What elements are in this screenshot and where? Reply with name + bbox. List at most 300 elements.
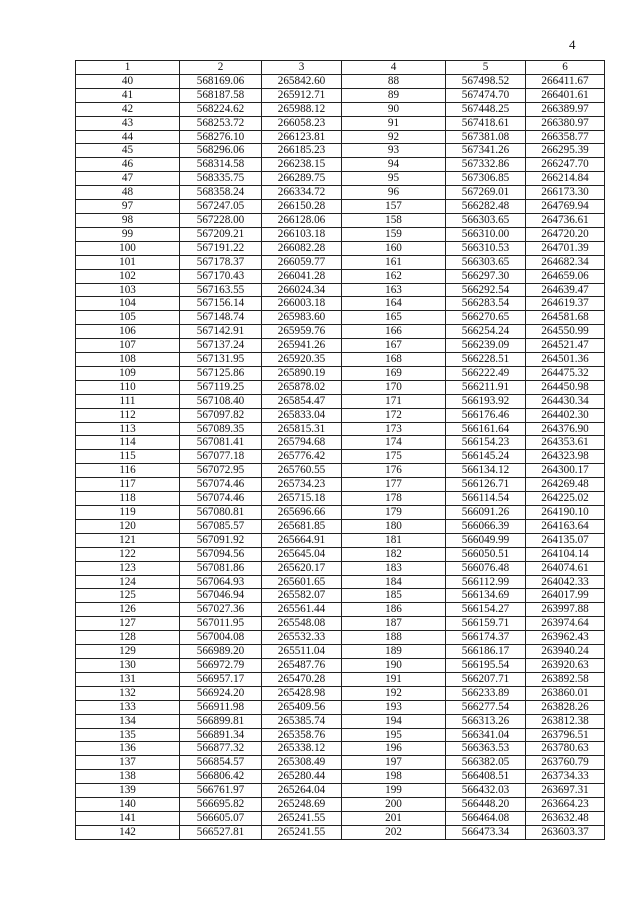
table-cell: 265409.56	[262, 700, 342, 714]
table-cell: 566222.49	[446, 366, 526, 380]
table-cell: 265794.68	[262, 436, 342, 450]
table-cell: 263962.43	[526, 631, 605, 645]
table-cell: 265959.76	[262, 325, 342, 339]
table-cell: 566233.89	[446, 686, 526, 700]
table-cell: 265890.19	[262, 366, 342, 380]
table-cell: 266295.39	[526, 144, 605, 158]
table-cell: 191	[342, 672, 446, 686]
table-cell: 127	[76, 617, 180, 631]
table-cell: 566091.26	[446, 506, 526, 520]
table-cell: 567089.35	[180, 422, 262, 436]
table-cell: 137	[76, 756, 180, 770]
table-cell: 265241.55	[262, 811, 342, 825]
table-cell: 263697.31	[526, 784, 605, 798]
table-cell: 566310.00	[446, 227, 526, 241]
table-cell: 566605.07	[180, 811, 262, 825]
table-cell: 566145.24	[446, 450, 526, 464]
table-cell: 264550.99	[526, 325, 605, 339]
table-cell: 184	[342, 575, 446, 589]
table-cell: 172	[342, 408, 446, 422]
table-cell: 96	[342, 186, 446, 200]
table-cell: 265280.44	[262, 770, 342, 784]
table-row	[76, 283, 605, 297]
table-cell: 263780.63	[526, 742, 605, 756]
table-cell: 567091.92	[180, 533, 262, 547]
table-cell: 264682.34	[526, 255, 605, 269]
table-cell: 115	[76, 450, 180, 464]
table-cell: 265681.85	[262, 519, 342, 533]
table-cell: 566228.51	[446, 353, 526, 367]
table-cell: 179	[342, 506, 446, 520]
table-row	[76, 200, 605, 214]
table-cell: 566154.23	[446, 436, 526, 450]
table-cell: 45	[76, 144, 180, 158]
table-cell: 265487.76	[262, 658, 342, 672]
table-cell: 264104.14	[526, 547, 605, 561]
table-cell: 264353.61	[526, 436, 605, 450]
table-cell: 94	[342, 158, 446, 172]
table-cell: 568314.58	[180, 158, 262, 172]
table-cell: 194	[342, 714, 446, 728]
table-cell: 134	[76, 714, 180, 728]
table-cell: 264581.68	[526, 311, 605, 325]
table-row	[76, 784, 605, 798]
coordinates-table	[75, 60, 605, 840]
table-cell: 568296.06	[180, 144, 262, 158]
table-cell: 265815.31	[262, 422, 342, 436]
table-row	[76, 714, 605, 728]
table-cell: 41	[76, 88, 180, 102]
table-cell: 566473.34	[446, 825, 526, 839]
table-cell: 568358.24	[180, 186, 262, 200]
table-row	[76, 450, 605, 464]
table-cell: 90	[342, 102, 446, 116]
table-row	[76, 394, 605, 408]
table-cell: 186	[342, 603, 446, 617]
table-cell: 180	[342, 519, 446, 533]
table-cell: 266238.15	[262, 158, 342, 172]
table-cell: 264190.10	[526, 506, 605, 520]
table-cell: 136	[76, 742, 180, 756]
table-row	[76, 269, 605, 283]
table-row	[76, 464, 605, 478]
column-header: 4	[342, 61, 446, 75]
table-cell: 263734.33	[526, 770, 605, 784]
table-cell: 265241.55	[262, 825, 342, 839]
table-cell: 264300.17	[526, 464, 605, 478]
table-row	[76, 700, 605, 714]
table-cell: 264225.02	[526, 492, 605, 506]
table-row	[76, 102, 605, 116]
table-cell: 264430.34	[526, 394, 605, 408]
table-cell: 566186.17	[446, 645, 526, 659]
table-cell: 185	[342, 589, 446, 603]
table-cell: 264501.36	[526, 353, 605, 367]
table-cell: 264042.33	[526, 575, 605, 589]
table-cell: 566154.27	[446, 603, 526, 617]
table-cell: 175	[342, 450, 446, 464]
table-cell: 567081.41	[180, 436, 262, 450]
table-cell: 567247.05	[180, 200, 262, 214]
table-cell: 264269.48	[526, 478, 605, 492]
table-row	[76, 506, 605, 520]
table-cell: 566114.54	[446, 492, 526, 506]
table-cell: 567228.00	[180, 213, 262, 227]
table-cell: 116	[76, 464, 180, 478]
table-cell: 567108.40	[180, 394, 262, 408]
table-cell: 97	[76, 200, 180, 214]
table-cell: 568276.10	[180, 130, 262, 144]
table-cell: 266003.18	[262, 297, 342, 311]
table-cell: 47	[76, 172, 180, 186]
column-header: 5	[446, 61, 526, 75]
table-cell: 566891.34	[180, 728, 262, 742]
table-cell: 566303.65	[446, 255, 526, 269]
table-row	[76, 589, 605, 603]
table-row	[76, 436, 605, 450]
table-cell: 265620.17	[262, 561, 342, 575]
table-cell: 264701.39	[526, 241, 605, 255]
table-cell: 566989.20	[180, 645, 262, 659]
table-cell: 123	[76, 561, 180, 575]
table-row	[76, 617, 605, 631]
table-cell: 189	[342, 645, 446, 659]
table-cell: 158	[342, 213, 446, 227]
table-cell: 140	[76, 798, 180, 812]
table-cell: 566761.97	[180, 784, 262, 798]
table-cell: 266058.23	[262, 116, 342, 130]
table-cell: 265358.76	[262, 728, 342, 742]
table-cell: 567004.08	[180, 631, 262, 645]
table-row	[76, 686, 605, 700]
table-cell: 566448.20	[446, 798, 526, 812]
table-cell: 566050.51	[446, 547, 526, 561]
table-row	[76, 547, 605, 561]
table-cell: 99	[76, 227, 180, 241]
table-cell: 567137.24	[180, 339, 262, 353]
table-cell: 566877.32	[180, 742, 262, 756]
table-row	[76, 492, 605, 506]
table-cell: 567209.21	[180, 227, 262, 241]
table-cell: 93	[342, 144, 446, 158]
table-row	[76, 241, 605, 255]
table-cell: 95	[342, 172, 446, 186]
table-cell: 266082.28	[262, 241, 342, 255]
table-cell: 200	[342, 798, 446, 812]
table-cell: 265548.08	[262, 617, 342, 631]
table-cell: 265470.28	[262, 672, 342, 686]
table-row	[76, 561, 605, 575]
table-cell: 566695.82	[180, 798, 262, 812]
table-cell: 160	[342, 241, 446, 255]
table-body	[76, 74, 605, 839]
table-cell: 139	[76, 784, 180, 798]
table-cell: 266173.30	[526, 186, 605, 200]
table-row	[76, 325, 605, 339]
column-header: 6	[526, 61, 605, 75]
table-cell: 266247.70	[526, 158, 605, 172]
table-cell: 264323.98	[526, 450, 605, 464]
table-row	[76, 353, 605, 367]
table-row	[76, 603, 605, 617]
table-cell: 112	[76, 408, 180, 422]
table-cell: 567046.94	[180, 589, 262, 603]
table-row	[76, 770, 605, 784]
table-cell: 264074.61	[526, 561, 605, 575]
table-row	[76, 756, 605, 770]
table-cell: 567085.57	[180, 519, 262, 533]
table-cell: 566310.53	[446, 241, 526, 255]
column-header: 1	[76, 61, 180, 75]
table-row	[76, 811, 605, 825]
table-cell: 263860.01	[526, 686, 605, 700]
table-cell: 566282.48	[446, 200, 526, 214]
table-cell: 265696.66	[262, 506, 342, 520]
table-cell: 120	[76, 519, 180, 533]
table-cell: 48	[76, 186, 180, 200]
page-number: 4	[569, 37, 576, 52]
table-cell: 566899.81	[180, 714, 262, 728]
table-cell: 566049.99	[446, 533, 526, 547]
table-cell: 566297.30	[446, 269, 526, 283]
table-header-row	[76, 61, 605, 75]
table-cell: 566432.03	[446, 784, 526, 798]
table-cell: 263812.38	[526, 714, 605, 728]
table-cell: 264376.90	[526, 422, 605, 436]
table-cell: 567080.81	[180, 506, 262, 520]
table-cell: 264521.47	[526, 339, 605, 353]
table-cell: 197	[342, 756, 446, 770]
table-row	[76, 116, 605, 130]
table-row	[76, 213, 605, 227]
table-cell: 264769.94	[526, 200, 605, 214]
table-cell: 567178.37	[180, 255, 262, 269]
table-cell: 265264.04	[262, 784, 342, 798]
table-cell: 265920.35	[262, 353, 342, 367]
table-cell: 166	[342, 325, 446, 339]
column-header: 3	[262, 61, 342, 75]
table-cell: 568224.62	[180, 102, 262, 116]
table-cell: 132	[76, 686, 180, 700]
table-cell: 192	[342, 686, 446, 700]
table-cell: 567094.56	[180, 547, 262, 561]
table-cell: 567097.82	[180, 408, 262, 422]
table-cell: 264450.98	[526, 380, 605, 394]
table-cell: 108	[76, 353, 180, 367]
table-cell: 42	[76, 102, 180, 116]
table-cell: 265532.33	[262, 631, 342, 645]
table-cell: 263974.64	[526, 617, 605, 631]
table-cell: 141	[76, 811, 180, 825]
table-cell: 171	[342, 394, 446, 408]
table-cell: 40	[76, 74, 180, 88]
table-cell: 157	[342, 200, 446, 214]
table-row	[76, 172, 605, 186]
table-cell: 161	[342, 255, 446, 269]
table-cell: 264475.32	[526, 366, 605, 380]
table-cell: 263760.79	[526, 756, 605, 770]
table-cell: 130	[76, 658, 180, 672]
table-cell: 265385.74	[262, 714, 342, 728]
table-cell: 105	[76, 311, 180, 325]
table-cell: 114	[76, 436, 180, 450]
table-cell: 126	[76, 603, 180, 617]
table-cell: 566254.24	[446, 325, 526, 339]
table-row	[76, 158, 605, 172]
table-cell: 566464.08	[446, 811, 526, 825]
table-cell: 190	[342, 658, 446, 672]
table-cell: 173	[342, 422, 446, 436]
table-row	[76, 380, 605, 394]
table-cell: 567191.22	[180, 241, 262, 255]
table-cell: 567269.01	[446, 186, 526, 200]
table-cell: 265645.04	[262, 547, 342, 561]
table-cell: 135	[76, 728, 180, 742]
table-cell: 566076.48	[446, 561, 526, 575]
table-cell: 567074.46	[180, 478, 262, 492]
table-cell: 265428.98	[262, 686, 342, 700]
table-cell: 567341.26	[446, 144, 526, 158]
table-row	[76, 825, 605, 839]
table-cell: 566408.51	[446, 770, 526, 784]
table-cell: 167	[342, 339, 446, 353]
table-cell: 183	[342, 561, 446, 575]
table-cell: 567125.86	[180, 366, 262, 380]
table-cell: 566806.42	[180, 770, 262, 784]
table-cell: 264639.47	[526, 283, 605, 297]
table-cell: 566382.05	[446, 756, 526, 770]
table-cell: 567064.93	[180, 575, 262, 589]
table-cell: 182	[342, 547, 446, 561]
table-cell: 567498.52	[446, 74, 526, 88]
table-cell: 265338.12	[262, 742, 342, 756]
table-cell: 266185.23	[262, 144, 342, 158]
table-cell: 133	[76, 700, 180, 714]
table-cell: 567077.18	[180, 450, 262, 464]
table-cell: 164	[342, 297, 446, 311]
table-cell: 142	[76, 825, 180, 839]
table-cell: 265715.18	[262, 492, 342, 506]
table-row	[76, 297, 605, 311]
table-cell: 567027.36	[180, 603, 262, 617]
table-cell: 163	[342, 283, 446, 297]
table-cell: 104	[76, 297, 180, 311]
table-cell: 266401.61	[526, 88, 605, 102]
table-cell: 117	[76, 478, 180, 492]
table-cell: 566239.09	[446, 339, 526, 353]
table-row	[76, 422, 605, 436]
table-cell: 263603.37	[526, 825, 605, 839]
table-cell: 566195.54	[446, 658, 526, 672]
table-cell: 566161.64	[446, 422, 526, 436]
table-row	[76, 408, 605, 422]
table-cell: 264736.61	[526, 213, 605, 227]
table-row	[76, 255, 605, 269]
table-cell: 181	[342, 533, 446, 547]
table-cell: 46	[76, 158, 180, 172]
table-cell: 566134.69	[446, 589, 526, 603]
table-cell: 566176.46	[446, 408, 526, 422]
table-cell: 170	[342, 380, 446, 394]
table-row	[76, 478, 605, 492]
table-row	[76, 658, 605, 672]
table-cell: 107	[76, 339, 180, 353]
table-cell: 92	[342, 130, 446, 144]
table-cell: 263796.51	[526, 728, 605, 742]
table-cell: 122	[76, 547, 180, 561]
table-cell: 138	[76, 770, 180, 784]
table-cell: 264619.37	[526, 297, 605, 311]
table-cell: 567306.85	[446, 172, 526, 186]
table-cell: 567119.25	[180, 380, 262, 394]
table-cell: 88	[342, 74, 446, 88]
table-cell: 103	[76, 283, 180, 297]
table-row	[76, 88, 605, 102]
table-cell: 264017.99	[526, 589, 605, 603]
table-cell: 566527.81	[180, 825, 262, 839]
table-cell: 177	[342, 478, 446, 492]
table-cell: 98	[76, 213, 180, 227]
table-cell: 265561.44	[262, 603, 342, 617]
table-cell: 567163.55	[180, 283, 262, 297]
table-cell: 566193.92	[446, 394, 526, 408]
table-cell: 566854.57	[180, 756, 262, 770]
table-cell: 131	[76, 672, 180, 686]
table-cell: 567381.08	[446, 130, 526, 144]
table-cell: 265760.55	[262, 464, 342, 478]
table-cell: 263940.24	[526, 645, 605, 659]
table-row	[76, 742, 605, 756]
table-row	[76, 631, 605, 645]
table-cell: 121	[76, 533, 180, 547]
table-cell: 265912.71	[262, 88, 342, 102]
table-cell: 266214.84	[526, 172, 605, 186]
table-cell: 566283.54	[446, 297, 526, 311]
table-row	[76, 672, 605, 686]
table-cell: 265833.04	[262, 408, 342, 422]
table-cell: 566211.91	[446, 380, 526, 394]
table-row	[76, 186, 605, 200]
table-cell: 162	[342, 269, 446, 283]
table-cell: 566363.53	[446, 742, 526, 756]
table-cell: 568335.75	[180, 172, 262, 186]
table-cell: 266358.77	[526, 130, 605, 144]
table-cell: 199	[342, 784, 446, 798]
table-cell: 566911.98	[180, 700, 262, 714]
table-cell: 265664.91	[262, 533, 342, 547]
table-cell: 567074.46	[180, 492, 262, 506]
table-cell: 265308.49	[262, 756, 342, 770]
table-cell: 100	[76, 241, 180, 255]
table-cell: 202	[342, 825, 446, 839]
table-cell: 568169.06	[180, 74, 262, 88]
table-row	[76, 339, 605, 353]
table-cell: 265776.42	[262, 450, 342, 464]
table-row	[76, 130, 605, 144]
table-row	[76, 366, 605, 380]
table-cell: 266059.77	[262, 255, 342, 269]
table-cell: 266334.72	[262, 186, 342, 200]
table-cell: 196	[342, 742, 446, 756]
table-cell: 125	[76, 589, 180, 603]
table-cell: 113	[76, 422, 180, 436]
table-cell: 101	[76, 255, 180, 269]
table-cell: 566126.71	[446, 478, 526, 492]
table-cell: 159	[342, 227, 446, 241]
table-row	[76, 74, 605, 88]
table-cell: 568253.72	[180, 116, 262, 130]
table-cell: 178	[342, 492, 446, 506]
